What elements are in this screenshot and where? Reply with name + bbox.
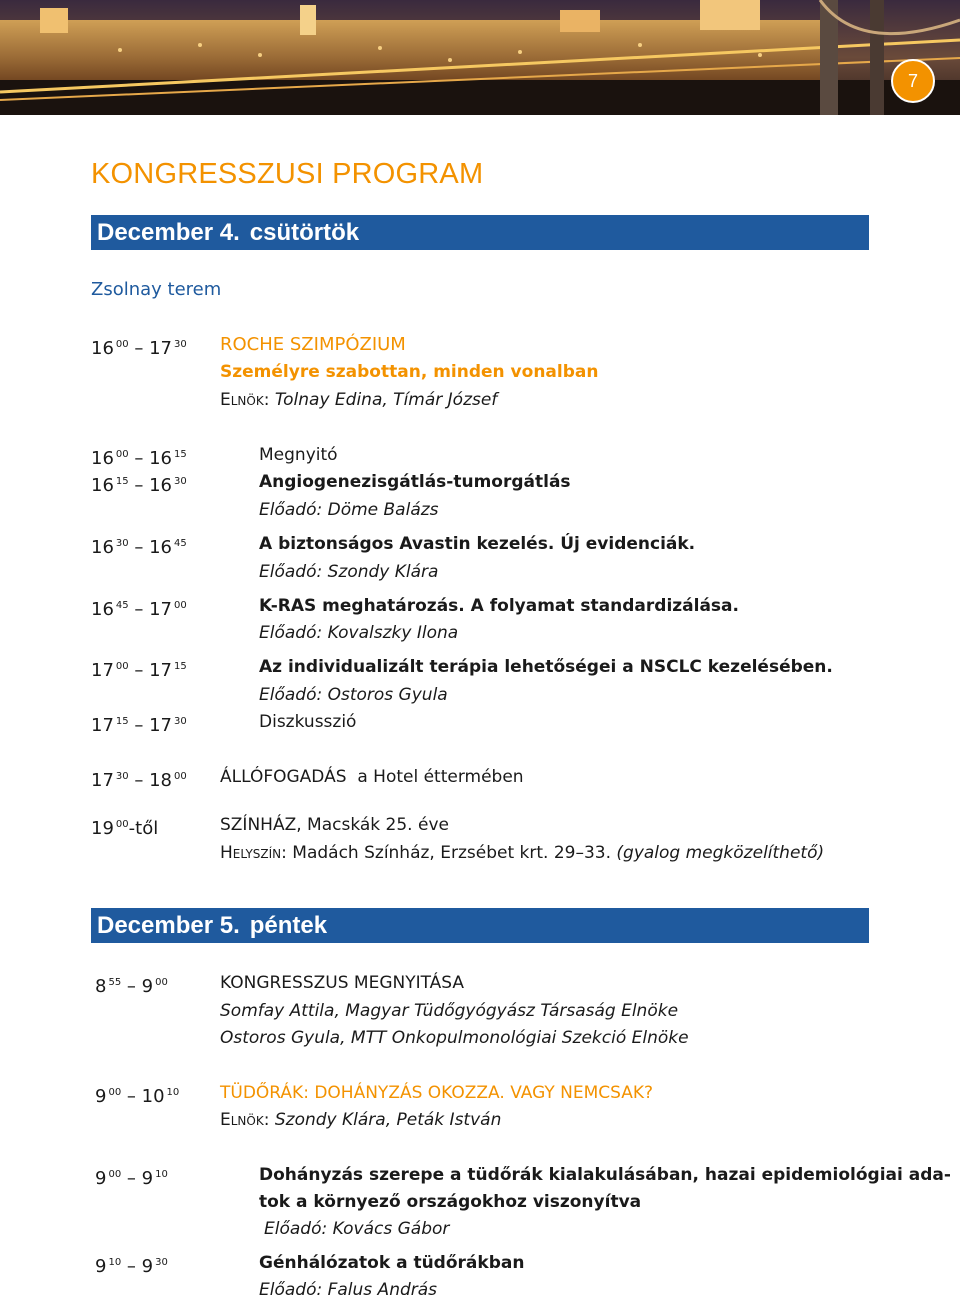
block-title: TÜDŐRÁK: DOHÁNYZÁS OKOZZA. VAGY NEMCSAK? (220, 1083, 654, 1103)
symposium-title: ROCHE SZIMPÓZIUM (220, 334, 406, 355)
day-header-1 (91, 215, 869, 250)
time-range: 16 $^{45}$ – 17 $^{00}$ (91, 599, 187, 620)
session-speaker: Előadó: Ostoros Gyula (259, 685, 448, 705)
time-range: 16 $^{00}$ – 16 $^{15}$ (91, 448, 187, 469)
opening-title: KONGRESSZUS MEGNYITÁSA (220, 973, 465, 993)
session-title: A biztonságos Avastin kezelés. Új evidenciák. (259, 534, 696, 554)
symposium-subtitle: Személyre szabottan, minden vonalban (220, 362, 599, 382)
talk-title: Dohányzás szerepe a tüdőrák kialakulásában, hazai epidemiológiai ada- (259, 1165, 951, 1185)
header-photo (0, 0, 960, 115)
time-range: 9 $^{00}$ – 10 $^{10}$ (95, 1086, 180, 1107)
day-weekday: csütörtök (249, 219, 360, 246)
session-title: K-RAS meghatározás. A folyamat standardizálása. (259, 596, 739, 616)
time-range: 16 $^{30}$ – 16 $^{45}$ (91, 537, 187, 558)
page-number-badge: 7 (891, 59, 935, 103)
day-date: December 5. (97, 912, 240, 939)
session-title: Megnyitó (259, 445, 338, 465)
time-range: 9 $^{00}$ – 9 $^{10}$ (95, 1168, 168, 1189)
day-date: December 4. (97, 219, 240, 246)
block-chair: Elnök: Szondy Klára, Peták István (220, 1110, 502, 1130)
symposium-chair: Elnök: Tolnay Edina, Tímár József (220, 390, 498, 410)
session-title: Angiogenezisgátlás-tumorgátlás (259, 472, 571, 492)
reception: ÁLLÓFOGADÁS a Hotel éttermében (220, 767, 524, 787)
day-weekday: péntek (249, 912, 328, 939)
day-header-2 (91, 908, 869, 943)
session-speaker: Előadó: Döme Balázs (259, 500, 439, 520)
talk-title: Génhálózatok a tüdőrákban (259, 1253, 525, 1273)
opening-line: Ostoros Gyula, MTT Onkopulmonológiai Szekció Elnöke (220, 1028, 689, 1048)
talk-speaker: Előadó: Kovács Gábor (264, 1219, 450, 1239)
room-name: Zsolnay terem (91, 279, 222, 300)
time-range: 16 $^{00}$ – 17 $^{30}$ (91, 338, 187, 359)
session-title: Az individualizált terápia lehetőségei a NSCLC kezelésében. (259, 657, 833, 677)
talk-title-cont: tok a környező országokhoz viszonyítva (259, 1192, 642, 1212)
time-range: 8 $^{55}$ – 9 $^{00}$ (95, 976, 168, 997)
time-range: 17 $^{15}$ – 17 $^{30}$ (91, 715, 187, 736)
session-title: Diszkusszió (259, 712, 357, 732)
session-speaker: Előadó: Kovalszky Ilona (259, 623, 459, 643)
time-range: 17 $^{30}$ – 18 $^{00}$ (91, 770, 187, 791)
time-from: 19 $^{00}$-től (91, 818, 159, 839)
opening-line: Somfay Attila, Magyar Tüdőgyógyász Társaság Elnöke (220, 1001, 679, 1021)
theatre: SZÍNHÁZ, Macskák 25. éve (220, 815, 449, 835)
talk-speaker: Előadó: Falus András (259, 1280, 438, 1300)
session-speaker: Előadó: Szondy Klára (259, 562, 439, 582)
time-range: 16 $^{15}$ – 16 $^{30}$ (91, 475, 187, 496)
time-range: 9 $^{10}$ – 9 $^{30}$ (95, 1256, 168, 1277)
page-title: KONGRESSZUSI PROGRAM (91, 158, 484, 190)
theatre-venue: Helyszín: Madách Színház, Erzsébet krt. 29–33. (gyalog megközelíthető) (220, 843, 825, 863)
time-range: 17 $^{00}$ – 17 $^{15}$ (91, 660, 187, 681)
